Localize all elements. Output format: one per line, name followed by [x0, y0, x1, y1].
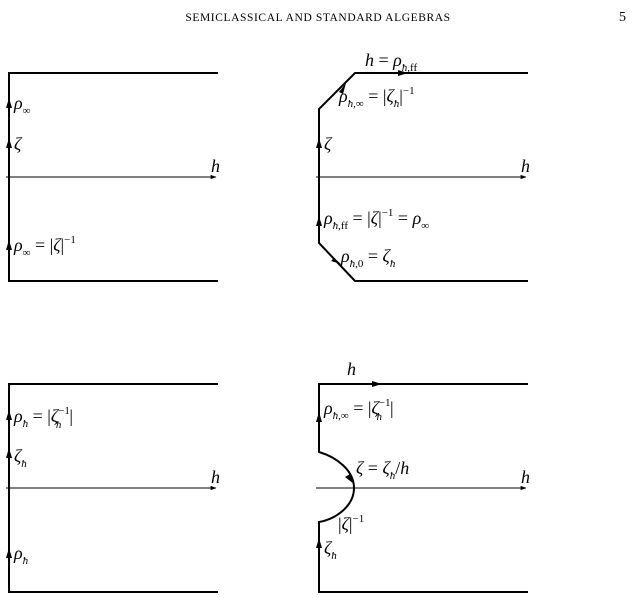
zeta-hbar-label: $\zeta_ħ$ — [14, 446, 27, 470]
rho-inf-eq-label: $\rho_\infty = |\zeta|^{-1}$ — [14, 234, 76, 259]
h-axis-label: h — [521, 467, 530, 487]
rho-hbar-label: $\rho_ħ$ — [14, 543, 29, 567]
arrow-icon — [316, 412, 322, 422]
h-axis-label: h — [211, 156, 220, 176]
rho-hbar-inf-label: $\rho_ħ,\infty = |\zeta_ħ|^{-1}$ — [339, 85, 415, 110]
arrow-icon — [316, 538, 322, 548]
zeta-label: ζ — [324, 134, 332, 154]
h-top-label: h — [347, 359, 356, 379]
arrow-icon — [331, 258, 341, 264]
rho-hbar-eq-label: $\rho_ħ = |\zeta^{-1}$ ħ | — [14, 405, 74, 431]
rho-hbar-ff-label: $\rho_ħ,ff = |\zeta|^{-1} = \rho_\infty$ — [324, 207, 430, 232]
zeta-eq-label: $\zeta = \zeta_ħ/h$ — [356, 458, 410, 482]
arrow-icon — [372, 381, 382, 387]
arrow-icon — [6, 98, 12, 108]
page-number: 5 — [619, 10, 626, 25]
h-axis-label: h — [521, 156, 530, 176]
arrow-icon — [316, 216, 322, 226]
zeta-label: ζ — [14, 134, 22, 154]
arrow-icon — [6, 448, 12, 458]
arrow-icon — [6, 548, 12, 558]
panel-top-left — [6, 73, 220, 281]
panel-bottom-right — [316, 359, 530, 592]
rho-inf-label: $\rho_\infty$ — [14, 93, 31, 117]
rho-hbar-inf-label: $\rho_ħ,\infty = |\zeta^{-1}$ ħ | — [324, 397, 394, 423]
arrow-icon — [6, 410, 12, 420]
arrow-icon — [6, 138, 12, 148]
h-eq-rho-ff-label: $h = \rho_ħ,ff$ — [365, 50, 418, 74]
arrow-icon — [6, 240, 12, 250]
panel-top-right — [316, 50, 530, 281]
running-title: SEMICLASSICAL AND STANDARD ALGEBRAS — [185, 12, 451, 24]
arrow-icon — [316, 138, 322, 148]
zeta-hbar-label: $\zeta_ħ$ — [324, 538, 337, 562]
rho-hbar-0-label: $\rho_ħ,0 = \zeta_ħ$ — [341, 246, 396, 270]
h-axis-label: h — [211, 467, 220, 487]
abs-zeta-inv-label: $|\zeta|^{-1}$ — [338, 513, 365, 534]
panel-bottom-left — [6, 384, 220, 592]
